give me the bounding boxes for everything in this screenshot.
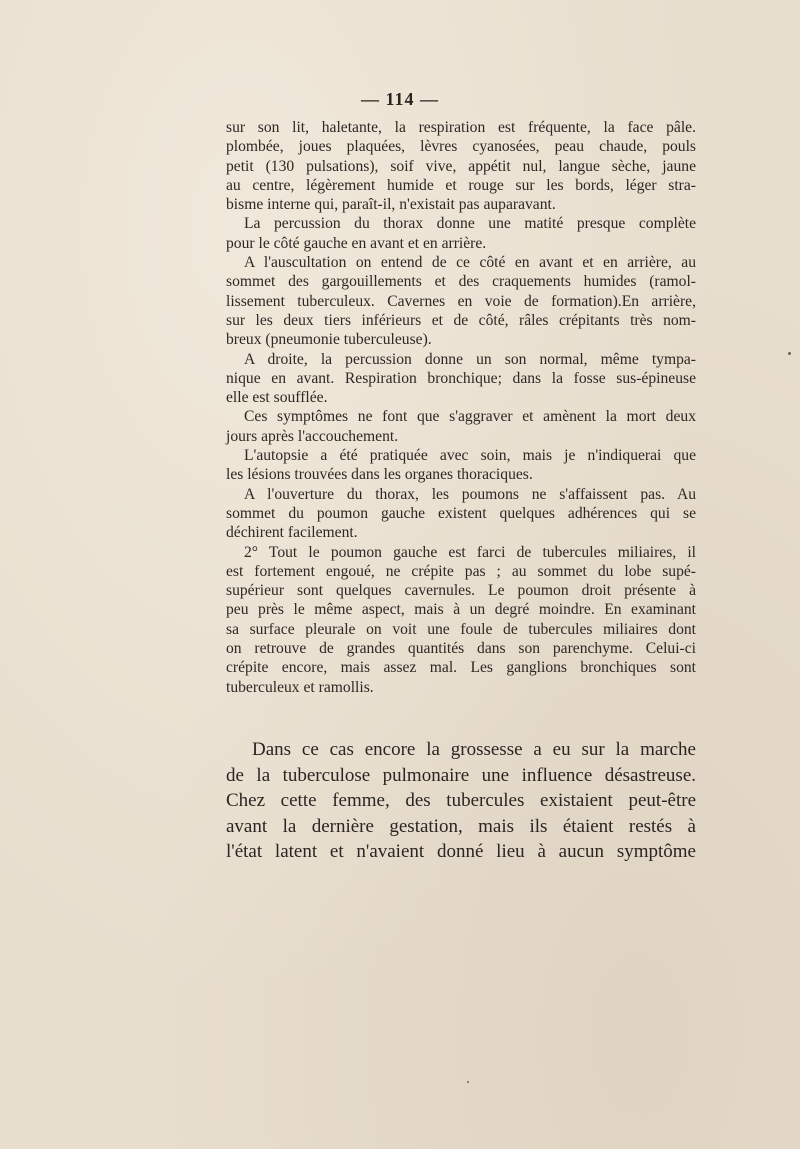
- paper-speck: [467, 1081, 469, 1083]
- text-line: A l'auscultation on entend de ce côté en avant et en arrière, au: [244, 254, 696, 272]
- text-line: Ces symptômes ne font que s'aggraver et amènent la mort deux: [244, 408, 696, 426]
- text-line: A droite, la percussion donne un son normal, même tympa-: [244, 350, 696, 368]
- text-line: de la tuberculose pulmonaire une influence désastreuse.: [226, 764, 696, 786]
- text-line: crépite encore, mais assez mal. Les ganglions bronchiques sont: [226, 659, 696, 677]
- text-line: breux (pneumonie tuberculeuse).: [226, 331, 432, 349]
- paper-speck: [788, 352, 791, 355]
- text-line: elle est soufflée.: [226, 389, 328, 407]
- text-line: l'état latent et n'avaient donné lieu à aucun symptôme: [226, 841, 696, 862]
- text-line: pour le côté gauche en avant et en arrière.: [226, 234, 487, 252]
- text-line: nique en avant. Respiration bronchique; dans la fosse sus-épineuse: [226, 369, 696, 387]
- text-line: déchirent facilement.: [226, 524, 358, 542]
- text-line: bisme interne qui, paraît-il, n'existait pas auparavant.: [226, 196, 556, 214]
- text-line: on retrouve de grandes quantités dans son parenchyme. Celui-ci: [226, 640, 696, 658]
- text-line: lissement tuberculeux. Cavernes en voie de formation).En arrière,: [226, 292, 696, 310]
- text-line: sur les deux tiers inférieurs et de côté, râles crépitants très nom-: [226, 311, 696, 329]
- text-line: sur son lit, haletante, la respiration est fréquente, la face pâle.: [226, 119, 696, 136]
- text-line: La percussion du thorax donne une matité presque complète: [244, 215, 696, 233]
- case-observation-text: [226, 118, 696, 697]
- text-line: jours après l'accouchement.: [226, 427, 399, 445]
- text-line: 2° Tout le poumon gauche est farci de tubercules miliaires, il: [244, 543, 696, 561]
- commentary-paragraph: [226, 737, 696, 865]
- text-line: sa surface pleurale on voit une foule de tubercules miliaires dont: [226, 620, 696, 638]
- text-line: plombée, joues plaquées, lèvres cyanosées, peau chaude, pouls: [226, 138, 696, 156]
- text-line: A l'ouverture du thorax, les poumons ne s'affaissent pas. Au: [244, 485, 696, 503]
- text-line: Chez cette femme, des tubercules existaient peut-être: [226, 790, 696, 811]
- text-line: Dans ce cas encore la grossesse a eu sur la marche: [252, 739, 696, 760]
- text-line: supérieur sont quelques cavernules. Le poumon droit présente à: [226, 582, 696, 600]
- text-line: sommet des gargouillements et des craquements humides (ramol-: [226, 273, 696, 291]
- text-line: est fortement engoué, ne crépite pas ; au sommet du lobe supé-: [226, 562, 696, 580]
- page-number: — 114 —: [360, 89, 439, 109]
- text-line: petit (130 pulsations), soif vive, appétit nul, langue sèche, jaune: [226, 157, 696, 175]
- text-line: sommet du poumon gauche existent quelques adhérences qui se: [226, 504, 696, 522]
- text-line: au centre, légèrement humide et rouge sur les bords, léger stra-: [226, 176, 696, 194]
- text-line: les lésions trouvées dans les organes thoraciques.: [226, 466, 533, 484]
- text-line: peu près le même aspect, mais à un degré moindre. En examinant: [226, 601, 696, 619]
- text-line: tuberculeux et ramollis.: [226, 678, 374, 696]
- text-line: avant la dernière gestation, mais ils étaient restés à: [226, 815, 696, 837]
- text-line: L'autopsie a été pratiquée avec soin, mais je n'indiquerai que: [244, 447, 696, 465]
